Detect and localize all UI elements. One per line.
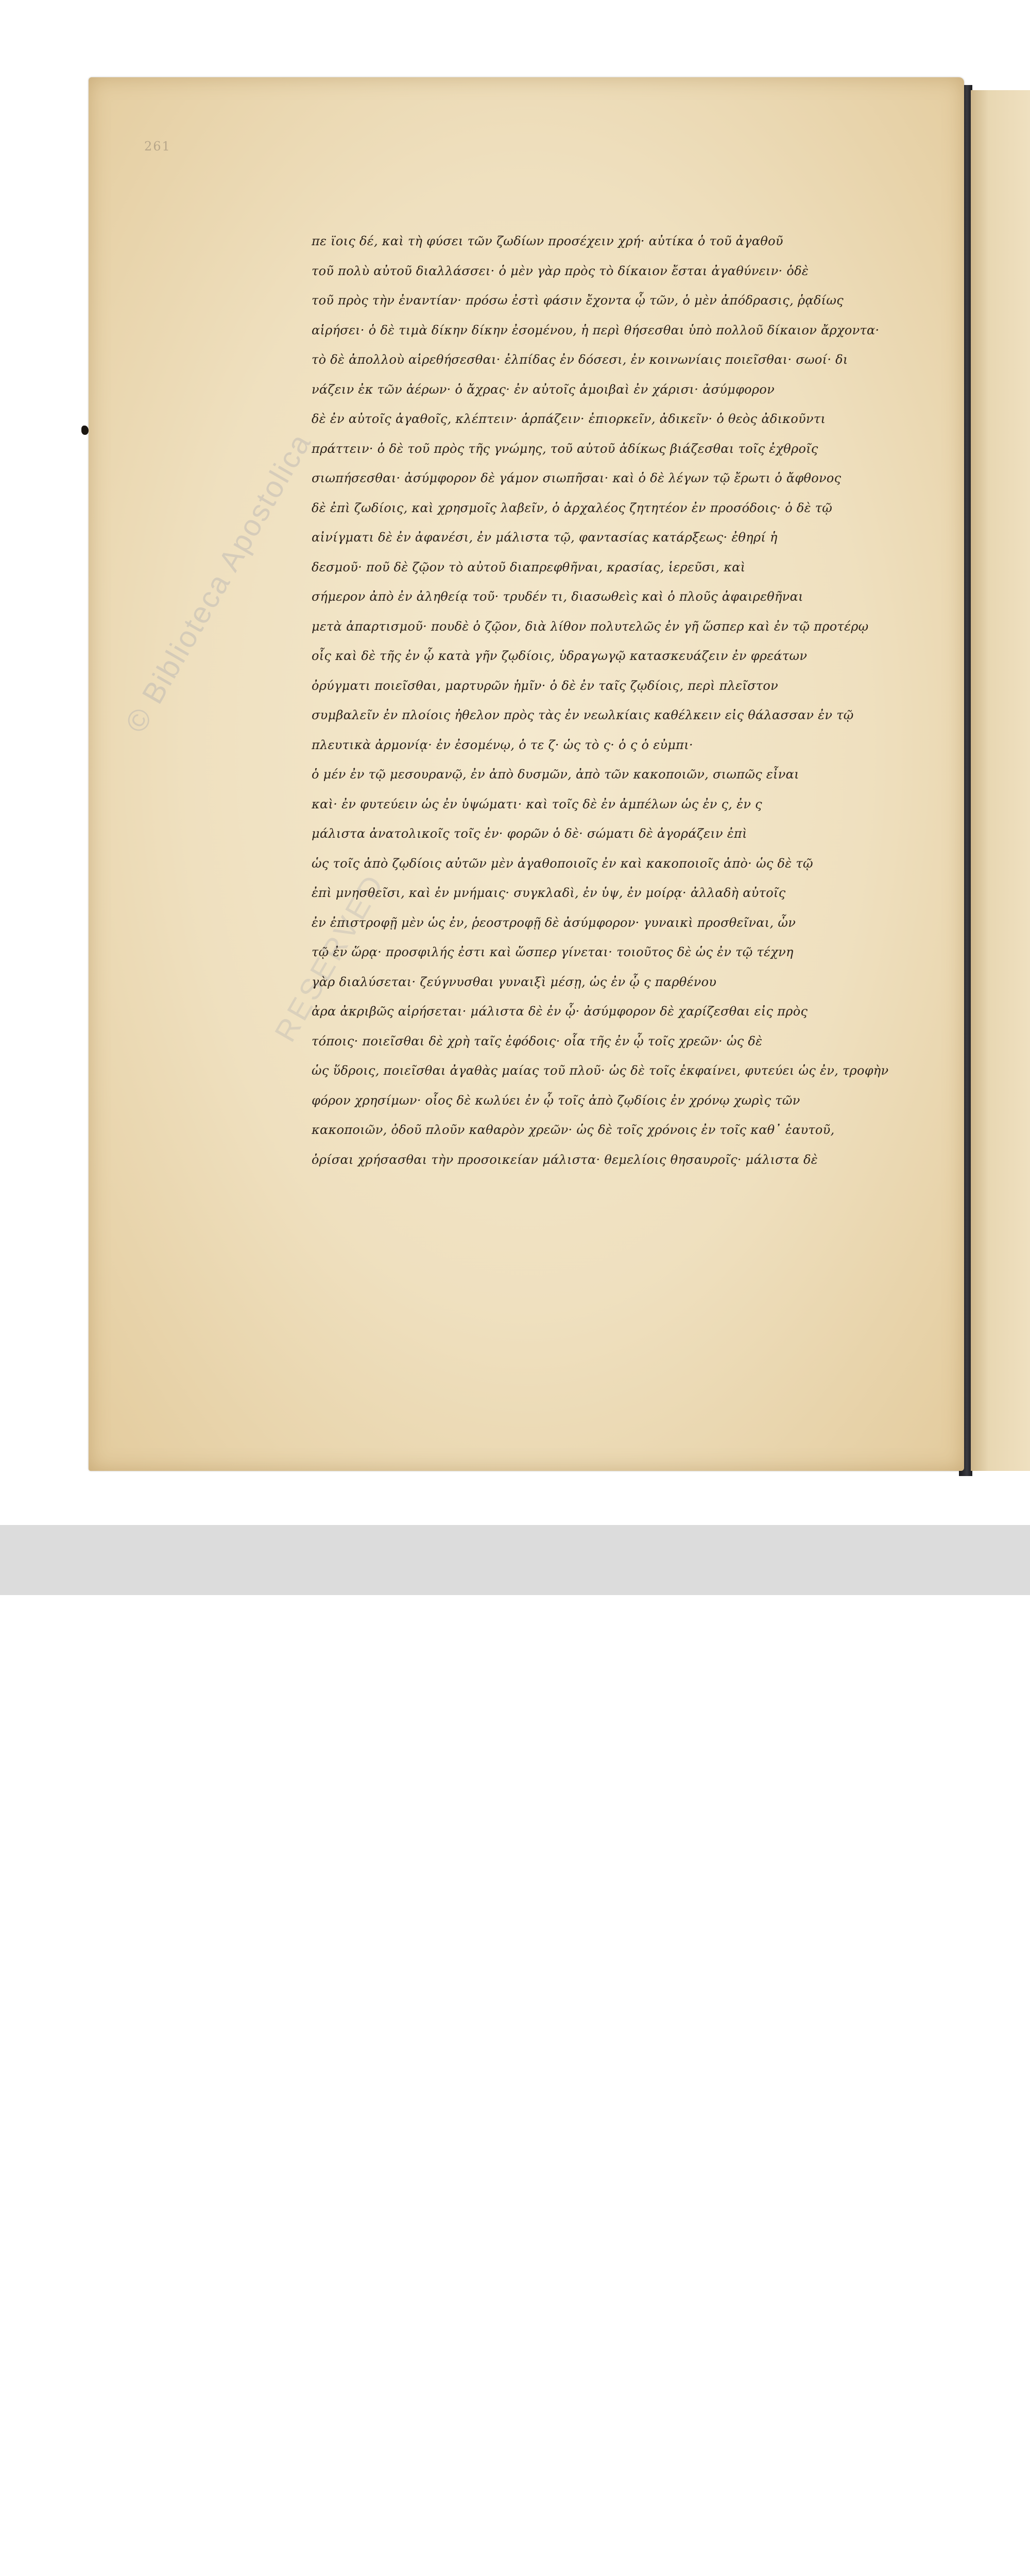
manuscript-line: ἐν ἐπιστροφῇ μὲν ὡς ἐν, ῥεοστροφῇ δὲ ἀσύμφορον· γυναικὶ προσθεῖναι, ὧν [312,915,796,930]
manuscript-line: δὲ ἐπὶ ζωδίοις, καὶ χρησμοῖς λαβεῖν, ὁ ἀρχαλέος ζητητέον ἐν προσόδοις· ὁ δὲ τῷ [312,500,833,515]
manuscript-line: καὶ· ἐν φυτεύειν ὡς ἐν ὑψώματι· καὶ τοῖς δὲ ἐν ἀμπέλων ὡς ἐν ς, ἐν ς [312,796,762,811]
manuscript-line: φόρον χρησίμων· οἷος δὲ κωλύει ἐν ᾧ τοῖς ἀπὸ ζῳδίοις ἐν χρόνῳ χωρὶς τῶν [312,1093,800,1108]
manuscript-line: ὀρύγματι ποιεῖσθαι, μαρτυρῶν ἡμῖν· ὁ δὲ ἐν ταῖς ζῳδίοις, περὶ πλεῖστον [312,678,779,693]
folio-number: 261 [144,139,171,154]
manuscript-line: τόποις· ποιεῖσθαι δὲ χρὴ ταῖς ἐφόδοις· οἷα τῆς ἐν ᾧ τοῖς χρεῶν· ὡς δὲ [312,1033,763,1048]
manuscript-line: νάζειν ἐκ τῶν ἀέρων· ὁ ἄχρας· ἐν αὐτοῖς ἀμοιβαὶ ἐν χάρισι· ἀσύμφορον [312,382,775,397]
manuscript-line: ὁ μέν ἐν τῷ μεσουρανῷ, ἐν ἀπὸ δυσμῶν, ἀπὸ τῶν κακοποιῶν, σιωπῶς εἶναι [312,767,799,782]
footer-bar [0,1525,1030,1595]
manuscript-text-block [312,227,891,1175]
manuscript-line: οἷς καὶ δὲ τῆς ἐν ᾧ κατὰ γῆν ζῳδίοις, ὑδραγωγῷ κατασκευάζειν ἐν φρεάτων [312,649,808,663]
manuscript-line: σήμερον ἀπὸ ἐν ἀληθείᾳ τοῦ· τρυδέν τι, διασωθεὶς καὶ ὁ πλοῦς ἀφαιρεθῆναι [312,589,803,604]
manuscript-line: ὡς ὕδροις, ποιεῖσθαι ἀγαθὰς μαίας τοῦ πλοῦ· ὡς δὲ τοῖς ἐκφαίνει, φυτεύει ὡς ἐν, τροφὴν [312,1063,889,1078]
manuscript-line: τὸ δὲ ἀπολλοὺ αἱρεθήσεσθαι· ἐλπίδας ἐν δόσεσι, ἐν κοινωνίαις ποιεῖσθαι· σωοί· δι [312,352,848,367]
manuscript-line: τῷ ἐν ὥρᾳ· προσφιλής ἐστι καὶ ὥσπερ γίνεται· τοιοῦτος δὲ ὡς ἐν τῷ τέχνη [312,945,794,959]
manuscript-line: γὰρ διαλύσεται· ζεύγνυσθαι γυναιξὶ μέσῃ, ὡς ἐν ᾧ ς παρθένου [312,974,717,989]
manuscript-line: αἱρήσει· ὁ δὲ τιμὰ δίκην δίκην ἐσομένου, ἡ περὶ θήσεσθαι ὑπὸ πολλοῦ δίκαιον ἄρχοντα· [312,323,880,337]
manuscript-line: τοῦ πρὸς τὴν ἐναντίαν· πρόσω ἐστὶ φάσιν ἔχοντα ᾧ τῶν, ὁ μὲν ἀπόδρασις, ῥᾳδίως [312,293,844,308]
manuscript-line: δὲ ἐν αὐτοῖς ἀγαθοῖς, κλέπτειν· ἁρπάζειν· ἐπιορκεῖν, ἀδικεῖν· ὁ θεὸς ἀδικοῦντι [312,412,826,426]
manuscript-line: τοῦ πολὺ αὐτοῦ διαλλάσσει· ὁ μὲν γὰρ πρὸς τὸ δίκαιον ἔσται ἀγαθύνειν· ὁδὲ [312,263,809,278]
copyright-watermark: © Biblioteca Apostolica [118,427,318,738]
reserved-watermark: RESERVED [268,867,392,1047]
ink-blot [81,426,89,435]
manuscript-line: ἀρα ἀκριβῶς αἱρήσεται· μάλιστα δὲ ἐν ᾧ· ἀσύμφορον δὲ χαρίζεσθαι εἰς πρὸς [312,1004,808,1019]
manuscript-line: μάλιστα ἀνατολικοῖς τοῖς ἐν· φορῶν ὁ δὲ· σώματι δὲ ἀγοράζειν ἐπὶ [312,826,747,841]
manuscript-line: πράττειν· ὁ δὲ τοῦ πρὸς τῆς γνώμης, τοῦ αὐτοῦ ἀδίκως βιάζεσθαι τοῖς ἐχθροῖς [312,441,818,456]
manuscript-line: ὁρίσαι χρήσασθαι τὴν προσοικείαν μάλιστα· θεμελίοις θησαυροῖς· μάλιστα δὲ [312,1152,818,1167]
manuscript-line: ὡς τοῖς ἀπὸ ζῳδίοις αὐτῶν μὲν ἀγαθοποιοῖς ἐν καὶ κακοποιοῖς ἀπὸ· ὡς δὲ τῷ [312,856,813,871]
manuscript-line: συμβαλεῖν ἐν πλοίοις ἠθελον πρὸς τὰς ἐν νεωλκίαις καθέλκειν εἰς θάλασσαν ἐν τῷ [312,708,854,722]
manuscript-line: πε ϊοις δέ, καὶ τὴ φύσει τῶν ζωδίων προσέχειν χρή· αὐτίκα ὁ τοῦ ἀγαθοῦ [312,234,783,248]
manuscript-line: ἐπὶ μνησθεῖσι, καὶ ἐν μνήμαις· συγκλαδὶ, ἐν ὑψ, ἐν μοίρᾳ· ἀλλαδὴ αὐτοῖς [312,886,786,900]
manuscript-line: δεσμοῦ· ποῦ δὲ ζῷον τὸ αὐτοῦ διαπρεφθῆναι, κρασίας, ἱερεῦσι, καὶ [312,560,746,574]
manuscript-line: κακοποιῶν, ὁδοῦ πλοῦν καθαρὸν χρεῶν· ὡς δὲ τοῖς χρόνοις ἐν τοῖς καθ᾽ ἑαυτοῦ, [312,1123,835,1137]
facing-page-edge [971,90,1030,1471]
manuscript-line: πλευτικὰ ἀρμονίᾳ· ἐν ἐσομένῳ, ὁ τε ζ· ὡς τὸ ς· ὁ ς ὁ εὐμπι· [312,737,693,752]
manuscript-line: αἰνίγματι δὲ ἐν ἀφανέσι, ἐν μάλιστα τῷ, φαντασίας κατάρξεως· ἐθηρί ἡ [312,530,778,545]
manuscript-line: σιωπήσεσθαι· ἀσύμφορον δὲ γάμον σιωπῆσαι· καὶ ὁ δὲ λέγων τῷ ἔρωτι ὁ ἄφθονος [312,471,842,485]
manuscript-line: μετὰ ἀπαρτισμοῦ· πουδὲ ὁ ζῷον, διὰ λίθον πολυτελῶς ἐν γῆ ὥσπερ καὶ ἐν τῷ προτέρῳ [312,619,869,634]
